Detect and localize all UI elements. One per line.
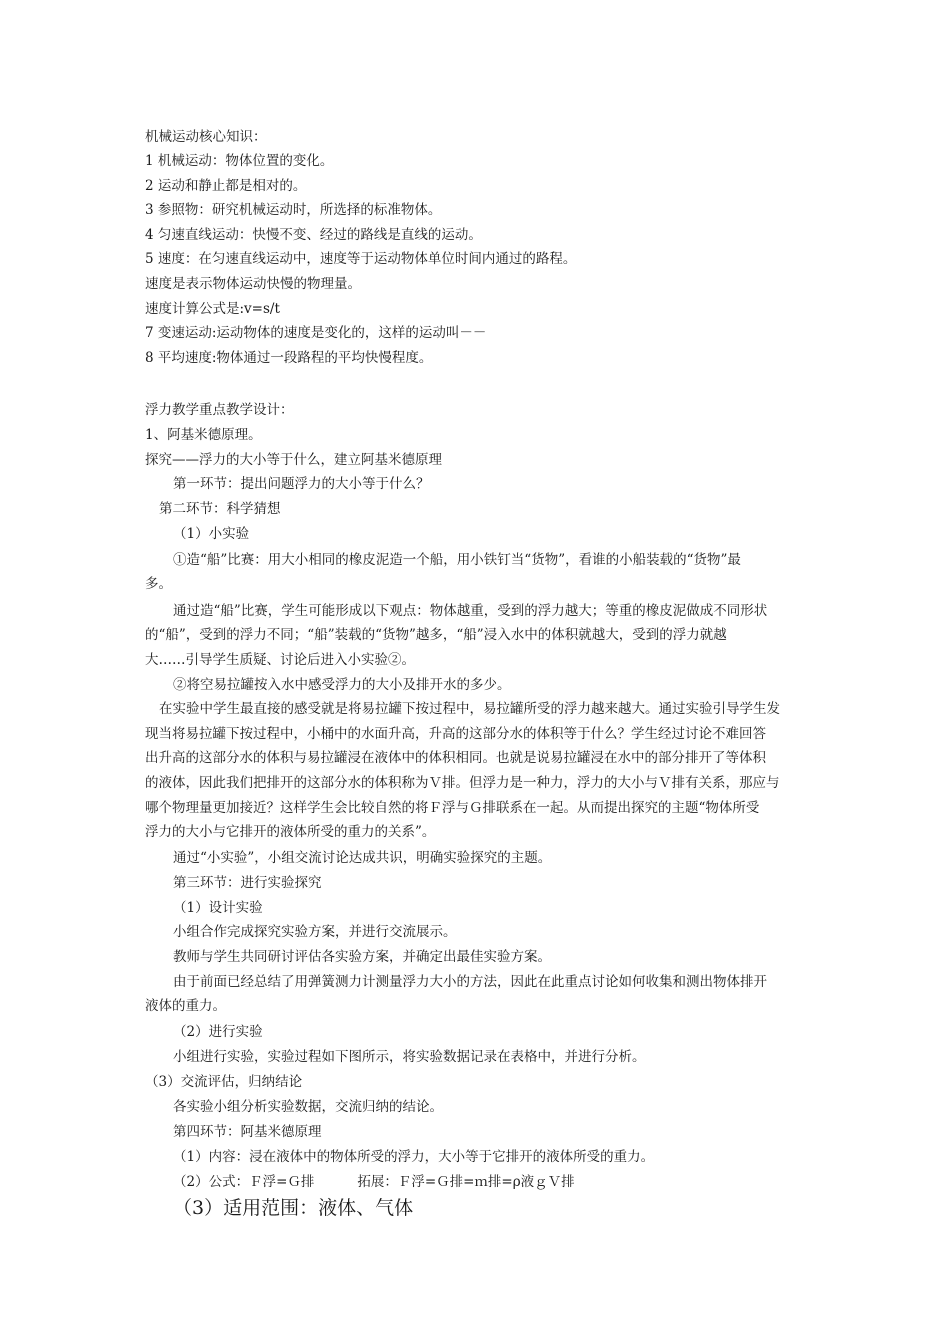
sub-heading: （1）小实验 <box>173 526 250 542</box>
paragraph-line: 浮力的大小与它排开的液体所受的重力的关系”。 <box>145 824 436 840</box>
step-4: 第四环节：阿基米德原理 <box>173 1124 322 1140</box>
step-3: 第三环节：进行实验探究 <box>173 875 322 891</box>
list-item: 8 平均速度:物体通过一段路程的平均快慢程度。 <box>145 350 433 366</box>
heading: 1、阿基米德原理。 <box>145 427 262 443</box>
paragraph-line: ②将空易拉罐按入水中感受浮力的大小及排开水的多少。 <box>173 677 511 693</box>
sub-heading: （1）设计实验 <box>173 900 263 916</box>
list-item: 2 运动和静止都是相对的。 <box>145 178 307 194</box>
list-item: 1 机械运动：物体位置的变化。 <box>145 153 334 169</box>
sub-heading: （2）进行实验 <box>173 1024 263 1040</box>
step-2: 第二环节：科学猜想 <box>159 501 281 517</box>
paragraph-line: 教师与学生共同研讨评估各实验方案，并确定出最佳实验方案。 <box>173 949 551 965</box>
section-title: 机械运动核心知识： <box>145 129 267 145</box>
paragraph-line: 由于前面已经总结了用弹簧测力计测量浮力大小的方法，因此在此重点讨论如何收集和测出物体排开 <box>173 974 767 990</box>
sub-heading: （3）交流评估，归纳结论 <box>145 1074 303 1090</box>
list-item: 3 参照物：研究机械运动时，所选择的标准物体。 <box>145 202 442 218</box>
list-item: 速度是表示物体运动快慢的物理量。 <box>145 276 361 292</box>
paragraph-line: 的液体，因此我们把排开的这部分水的体积称为Ｖ排。但浮力是一种力，浮力的大小与Ｖ排有关系，那应与 <box>145 775 780 791</box>
paragraph-line: 液体的重力。 <box>145 998 226 1014</box>
list-item: 速度计算公式是:v=s/t <box>145 301 280 317</box>
section-title: 浮力教学重点教学设计： <box>145 402 294 418</box>
paragraph-line: 各实验小组分析实验数据，交流归纳的结论。 <box>173 1099 443 1115</box>
paragraph-line: 的“船”，受到的浮力不同；“船”装载的“货物”越多，“船”浸入水中的体积就越大，受到的浮力就越 <box>145 627 727 643</box>
step-1: 第一环节：提出问题浮力的大小等于什么？ <box>173 476 430 492</box>
formula-line: （2）公式：Ｆ浮=Ｇ排 拓展：Ｆ浮=Ｇ排=ｍ排=ρ液ｇＶ排 <box>173 1174 575 1190</box>
paragraph-line: 出升高的这部分水的体积与易拉罐浸在液体中的体积相同。也就是说易拉罐浸在水中的部分排开了等体积 <box>145 750 766 766</box>
list-item: 4 匀速直线运动：快慢不变、经过的路线是直线的运动。 <box>145 227 482 243</box>
paragraph-line: 小组合作完成探究实验方案，并进行交流展示。 <box>173 924 457 940</box>
list-item: 7 变速运动:运动物体的速度是变化的，这样的运动叫－－ <box>145 325 487 341</box>
content-line: （1）内容：浸在液体中的物体所受的浮力，大小等于它排开的液体所受的重力。 <box>173 1149 655 1165</box>
paragraph-line: 大……引导学生质疑、讨论后进入小实验②。 <box>145 652 415 668</box>
paragraph-line: 通过造“船”比赛，学生可能形成以下观点：物体越重，受到的浮力越大；等重的橡皮泥做成不同形状 <box>173 603 768 619</box>
list-item: 5 速度：在匀速直线运动中，速度等于运动物体单位时间内通过的路程。 <box>145 251 577 267</box>
paragraph-line: ①造“船”比赛：用大小相同的橡皮泥造一个船，用小铁钉当“货物”，看谁的小船装载的“货物”最 <box>173 552 741 568</box>
paragraph-line: 现当将易拉罐下按过程中，小桶中的水面升高，升高的这部分水的体积等于什么？学生经过讨论不难回答 <box>145 726 766 742</box>
paragraph-line: 通过“小实验”，小组交流讨论达成共识，明确实验探究的主题。 <box>173 850 552 866</box>
paragraph-line: 小组进行实验，实验过程如下图所示，将实验数据记录在表格中，并进行分析。 <box>173 1049 646 1065</box>
scope-line: （3）适用范围：液体、气体 <box>173 1197 414 1219</box>
explore-line: 探究——浮力的大小等于什么，建立阿基米德原理 <box>145 452 442 468</box>
paragraph-line: 哪个物理量更加接近？这样学生会比较自然的将Ｆ浮与Ｇ排联系在一起。从而提出探究的主题“物体所受 <box>145 800 760 816</box>
paragraph-line: 在实验中学生最直接的感受就是将易拉罐下按过程中，易拉罐所受的浮力越来越大。通过实验引导学生发 <box>159 701 780 717</box>
paragraph-line: 多。 <box>145 576 172 592</box>
